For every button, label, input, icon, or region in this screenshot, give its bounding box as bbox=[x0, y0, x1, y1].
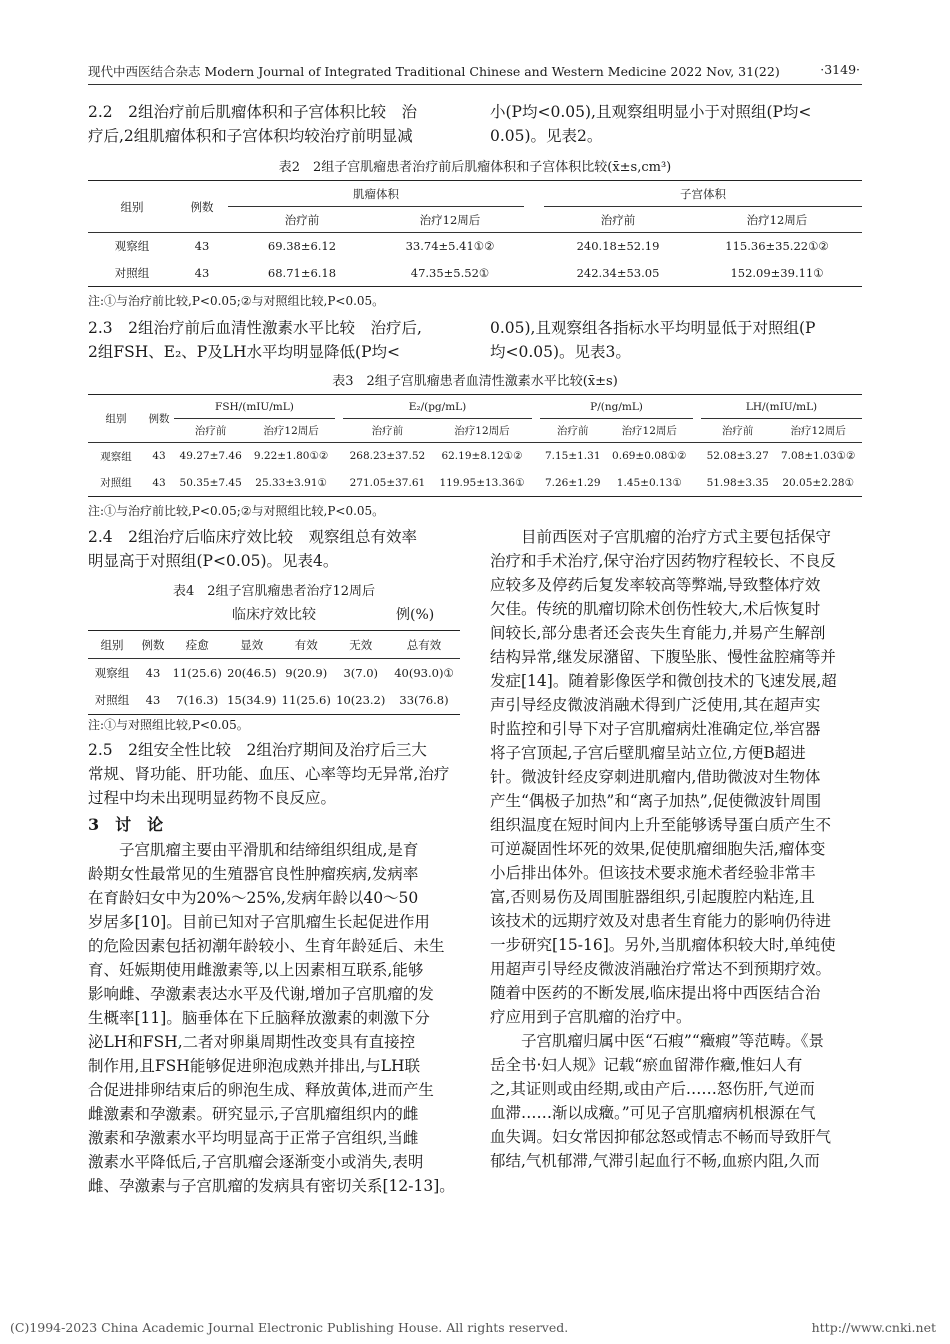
table2-spacer bbox=[524, 181, 544, 207]
table2-caption: 表2 2组子宫肌瘤患者治疗前后肌瘤体积和子宫体积比较(x̄±s,cm³) bbox=[278, 160, 672, 175]
table-cell: 7.26±1.29 bbox=[544, 476, 601, 489]
table4-header: 痊愈 bbox=[185, 637, 209, 652]
table4-caption-2: 临床疗效比较 bbox=[232, 607, 316, 623]
table3-header-before: 治疗前 bbox=[721, 425, 754, 437]
table-cell: 25.33±3.91① bbox=[255, 476, 327, 489]
table-cell: 20.05±2.28① bbox=[782, 476, 854, 489]
text-line: 合促进排卵结束后的卵泡生成、释放黄体,进而产生 bbox=[88, 1081, 434, 1099]
text-line: 激素和孕激素水平均明显高于正常子宫组织,当雌 bbox=[88, 1129, 419, 1147]
table-cell: 33.74±5.41①② bbox=[405, 239, 495, 254]
table-cell: 268.23±37.52 bbox=[349, 450, 426, 463]
table2-spacer bbox=[524, 260, 544, 287]
text-line: 常规、肾功能、肝功能、血压、心率等均无异常,治疗 bbox=[88, 765, 450, 783]
table2-header-n: 例数 bbox=[190, 199, 214, 214]
table-cell: 69.38±6.12 bbox=[267, 239, 337, 254]
section-2-4 bbox=[88, 525, 460, 573]
text-line: 血失调。妇女常因抑郁忿怒或情志不畅而导致肝气 bbox=[490, 1128, 832, 1146]
text-line: 富,否则易伤及周围脏器组织,引起腹腔内粘连,且 bbox=[490, 888, 815, 906]
text-line: 组织温度在短时间内上升至能够诱导蛋白质产生不 bbox=[490, 816, 832, 834]
table4-unit: 例(%) bbox=[396, 607, 435, 623]
table3-spacer bbox=[335, 419, 343, 443]
table4-header: 显效 bbox=[240, 637, 264, 652]
text-line: 发症[14]。随着影像医学和微创技术的飞速发展,超 bbox=[490, 672, 837, 690]
section-3-heading: 3 讨 论 bbox=[88, 815, 164, 834]
table-cell: 62.19±8.12①② bbox=[441, 450, 523, 463]
table2-header-group: 组别 bbox=[120, 199, 144, 214]
text-line: 疗应用到子宫肌瘤的治疗中。 bbox=[490, 1008, 692, 1026]
table3-spacer bbox=[532, 395, 540, 419]
table-cell: 观察组 bbox=[114, 239, 150, 254]
table3-header-e2: E₂/(pg/mL) bbox=[343, 395, 532, 419]
table-cell: 43 bbox=[152, 450, 166, 463]
table2-header-before: 治疗前 bbox=[600, 212, 636, 227]
text-line: 生概率[11]。脑垂体在下丘脑释放激素的刺激下分 bbox=[88, 1009, 430, 1027]
text-line: 制作用,且FSH能够促进卵泡成熟并排出,与LH联 bbox=[88, 1057, 421, 1075]
text-line: 明显高于对照组(P<0.05)。见表4。 bbox=[88, 552, 339, 570]
text-line: 2.5 2组安全性比较 2组治疗期间及治疗后三大 bbox=[88, 741, 427, 759]
table2-header-before: 治疗前 bbox=[284, 212, 320, 227]
table4-header: 无效 bbox=[349, 637, 373, 652]
table-cell: 9(20.9) bbox=[285, 665, 328, 680]
text-line: 随着中医药的不断发展,临床提出将中西医结合治 bbox=[490, 984, 821, 1002]
table3-header-before: 治疗前 bbox=[371, 425, 404, 437]
text-line: 泌LH和FSH,二者对卵巢周期性改变具有直接控 bbox=[88, 1033, 416, 1051]
right-column bbox=[490, 525, 862, 1173]
table-cell: 7(16.3) bbox=[176, 693, 219, 708]
text-line: 激素水平降低后,子宫肌瘤会逐渐变小或消失,表明 bbox=[88, 1153, 424, 1171]
section-3-left bbox=[88, 838, 460, 1198]
table2-header-myoma: 肌瘤体积 bbox=[228, 181, 524, 207]
table3-header-n: 例数 bbox=[148, 413, 170, 425]
table-cell: 43 bbox=[194, 239, 210, 254]
table3-header-group: 组别 bbox=[105, 413, 127, 425]
text-line: 均<0.05)。见表3。 bbox=[490, 343, 631, 361]
table-row bbox=[88, 260, 862, 287]
table-cell: 11(25.6) bbox=[281, 693, 331, 708]
table-cell: 271.05±37.61 bbox=[349, 476, 426, 489]
table-cell: 68.71±6.18 bbox=[267, 265, 337, 280]
table3-spacer bbox=[335, 395, 343, 419]
table-cell: 对照组 bbox=[100, 477, 132, 490]
text-line: 一步研究[15-16]。另外,当肌瘤体积较大时,单纯使 bbox=[490, 936, 836, 954]
table-cell: 40(93.0)① bbox=[394, 665, 454, 680]
table-cell: 43 bbox=[194, 265, 210, 280]
text-line: 针。微波针经皮穿刺进肌瘤内,借助微波对生物体 bbox=[490, 768, 821, 786]
text-line: 该技术的远期疗效及对患者生育能力的影响仍待进 bbox=[490, 912, 832, 930]
table-row bbox=[88, 687, 460, 715]
text-line: 间较长,部分患者还会丧失生育能力,并易产生解剖 bbox=[490, 624, 826, 642]
copyright-footer: (C)1994-2023 China Academic Journal Electronic Publishing House. All rights reserved. bbox=[10, 1320, 569, 1335]
text-line: 育、妊娠期使用雌激素等,以上因素相互联系,能够 bbox=[88, 961, 424, 979]
page-number: ·3149· bbox=[820, 62, 860, 77]
table2-header-uterus: 子宫体积 bbox=[544, 181, 862, 207]
table4-note: 注:①与对照组比较,P<0.05。 bbox=[88, 718, 249, 732]
journal-header: 现代中西医结合杂志 Modern Journal of Integrated Traditional Chinese and Western Medicine 2022 Nov, 31(22) bbox=[88, 64, 780, 79]
table-cell: 对照组 bbox=[94, 693, 130, 708]
section-2-2-left bbox=[88, 100, 460, 148]
table-cell: 对照组 bbox=[114, 265, 150, 280]
table3-header-before: 治疗前 bbox=[556, 425, 589, 437]
table-cell: 11(25.6) bbox=[172, 665, 222, 680]
table4-header: 组别 bbox=[100, 637, 124, 652]
text-line: 小后排出体外。但该技术要求施术者经验非常丰 bbox=[490, 864, 816, 882]
table2-header-after: 治疗12周后 bbox=[419, 212, 481, 227]
table4 bbox=[88, 630, 460, 715]
text-line: 小(P均<0.05),且观察组明显小于对照组(P均< bbox=[490, 103, 812, 121]
table3-spacer bbox=[532, 470, 540, 497]
table3-header-after: 治疗12周后 bbox=[454, 425, 510, 437]
table4-header: 总有效 bbox=[406, 637, 442, 652]
table3-header-p: P/(ng/mL) bbox=[540, 395, 693, 419]
table3-spacer bbox=[693, 395, 701, 419]
text-line: 应较多及停药后复发率较高等弊端,导致整体疗效 bbox=[490, 576, 821, 594]
table3-spacer bbox=[532, 443, 540, 470]
table3-spacer bbox=[532, 419, 540, 443]
table2 bbox=[88, 180, 862, 287]
table2-spacer bbox=[524, 233, 544, 260]
text-line: 岁居多[10]。目前已知对子宫肌瘤生长起促进作用 bbox=[88, 913, 430, 931]
text-line: 欠佳。传统的肌瘤切除术创伤性较大,术后恢复时 bbox=[490, 600, 821, 618]
table4-header: 例数 bbox=[141, 637, 165, 652]
table-cell: 33(76.8) bbox=[399, 693, 449, 708]
table-cell: 47.35±5.52① bbox=[410, 265, 490, 280]
cnki-url[interactable]: http://www.cnki.net bbox=[811, 1320, 936, 1335]
header-rule bbox=[88, 84, 862, 85]
table-cell: 3(7.0) bbox=[343, 665, 379, 680]
table3 bbox=[88, 394, 862, 497]
text-line: 2组FSH、E₂、P及LH水平均明显降低(P均< bbox=[88, 343, 400, 361]
text-line: 岳全书·妇人规》记载“瘀血留滞作癥,惟妇人有 bbox=[490, 1056, 803, 1074]
table-cell: 43 bbox=[145, 693, 161, 708]
table3-caption: 表3 2组子宫肌瘤患者血清性激素水平比较(x̄±s) bbox=[332, 374, 618, 389]
text-line: 结构异常,继发尿潴留、下腹坠胀、慢性盆腔痛等并 bbox=[490, 648, 836, 666]
table-cell: 50.35±7.45 bbox=[179, 476, 242, 489]
table-row bbox=[88, 470, 862, 497]
text-line: 影响雌、孕激素表达水平及代谢,增加子宫肌瘤的发 bbox=[88, 985, 434, 1003]
text-line: 疗后,2组肌瘤体积和子宫体积均较治疗前明显减 bbox=[88, 127, 413, 145]
section-2-3-right bbox=[490, 316, 862, 364]
table3-header-after: 治疗12周后 bbox=[263, 425, 319, 437]
table3-header-lh: LH/(mIU/mL) bbox=[701, 395, 862, 419]
text-line: 龄期女性最常见的生殖器官良性肿瘤疾病,发病率 bbox=[88, 865, 419, 883]
table3-header-after: 治疗12周后 bbox=[621, 425, 677, 437]
table4-caption: 表4 2组子宫肌瘤患者治疗12周后 bbox=[172, 584, 376, 599]
table-cell: 43 bbox=[145, 665, 161, 680]
table4-header: 有效 bbox=[294, 637, 318, 652]
table-row bbox=[88, 659, 460, 687]
table-cell: 10(23.2) bbox=[336, 693, 386, 708]
text-line: 过程中均未出现明显药物不良反应。 bbox=[88, 789, 337, 807]
text-line: 0.05)。见表2。 bbox=[490, 127, 603, 145]
text-line: 声引导经皮微波消融术得到广泛使用,其在超声实 bbox=[490, 696, 821, 714]
text-line: 可逆凝固性坏死的效果,促使肌瘤细胞失活,瘤体变 bbox=[490, 840, 826, 858]
text-line: 产生“偶极子加热”和“离子加热”,促使微波针周围 bbox=[490, 792, 822, 810]
table-cell: 20(46.5) bbox=[227, 665, 277, 680]
table-cell: 观察组 bbox=[100, 450, 132, 463]
table2-note: 注:①与治疗前比较,P<0.05;②与对照组比较,P<0.05。 bbox=[88, 294, 385, 308]
text-line: 2.2 2组治疗前后肌瘤体积和子宫体积比较 治 bbox=[88, 103, 418, 121]
text-line: 将子宫顶起,子宫后壁肌瘤呈站立位,方便B超进 bbox=[490, 744, 806, 762]
table-cell: 1.45±0.13① bbox=[616, 476, 682, 489]
table-cell: 152.09±39.11① bbox=[730, 265, 824, 280]
table3-spacer bbox=[693, 419, 701, 443]
text-line: 郁结,气机郁滞,气滞引起血行不畅,血瘀内阻,久而 bbox=[490, 1152, 820, 1170]
text-line: 在育龄妇女中为20%～25%,发病年龄以40～50 bbox=[88, 889, 419, 907]
table3-spacer bbox=[335, 443, 343, 470]
table3-note: 注:①与治疗前比较,P<0.05;②与对照组比较,P<0.05。 bbox=[88, 504, 385, 518]
table-cell: 119.95±13.36① bbox=[439, 476, 525, 489]
table3-header-before: 治疗前 bbox=[194, 425, 227, 437]
table-cell: 7.15±1.31 bbox=[544, 450, 601, 463]
text-line: 时监控和引导下对子宫肌瘤病灶准确定位,举宫器 bbox=[490, 720, 821, 738]
table2-header-after: 治疗12周后 bbox=[746, 212, 808, 227]
text-line: 子宫肌瘤归属中医“石瘕”“癥瘕”等范畴。《景 bbox=[490, 1032, 824, 1050]
table-cell: 观察组 bbox=[94, 665, 130, 680]
table-cell: 115.36±35.22①② bbox=[725, 239, 829, 254]
table-cell: 242.34±53.05 bbox=[576, 265, 660, 280]
table3-spacer bbox=[335, 470, 343, 497]
table-cell: 43 bbox=[152, 476, 166, 489]
table-cell: 240.18±52.19 bbox=[576, 239, 660, 254]
table-row bbox=[88, 233, 862, 260]
text-line: 2.4 2组治疗后临床疗效比较 观察组总有效率 bbox=[88, 528, 418, 546]
section-2-3-left bbox=[88, 316, 460, 364]
table3-header-after: 治疗12周后 bbox=[790, 425, 846, 437]
table-row bbox=[88, 443, 862, 470]
table3-header-fsh: FSH/(mIU/mL) bbox=[174, 395, 335, 419]
text-line: 0.05),且观察组各指标水平均明显低于对照组(P bbox=[490, 319, 816, 337]
text-line: 雌激素和孕激素。研究显示,子宫肌瘤组织内的雌 bbox=[88, 1105, 419, 1123]
text-line: 血滞……渐以成癥。”可见子宫肌瘤病机根源在气 bbox=[490, 1104, 816, 1122]
table3-spacer bbox=[693, 470, 701, 497]
table-cell: 7.08±1.03①② bbox=[780, 450, 856, 463]
section-2-2-right bbox=[490, 100, 862, 148]
table-cell: 49.27±7.46 bbox=[179, 450, 242, 463]
table-cell: 52.08±3.27 bbox=[706, 450, 769, 463]
table3-spacer bbox=[693, 443, 701, 470]
table-cell: 0.69±0.08①② bbox=[612, 450, 687, 463]
table-cell: 15(34.9) bbox=[227, 693, 277, 708]
text-line: 雌、孕激素与子宫肌瘤的发病具有密切关系[12-13]。 bbox=[88, 1177, 455, 1195]
table-cell: 51.98±3.35 bbox=[706, 476, 769, 489]
table-cell: 9.22±1.80①② bbox=[253, 450, 329, 463]
text-line: 治疗和手术治疗,保守治疗因药物疗程较长、不良反 bbox=[490, 552, 836, 570]
text-line: 用超声引导经皮微波消融治疗常达不到预期疗效。 bbox=[490, 960, 832, 978]
table2-spacer bbox=[524, 207, 544, 233]
text-line: 目前西医对子宫肌瘤的治疗方式主要包括保守 bbox=[490, 528, 832, 546]
text-line: 子宫肌瘤主要由平滑肌和结缔组织组成,是育 bbox=[88, 841, 419, 859]
section-2-5 bbox=[88, 738, 460, 810]
text-line: 之,其证则或由经期,或由产后……怒伤肝,气逆而 bbox=[490, 1080, 815, 1098]
text-line: 的危险因素包括初潮年龄较小、生育年龄延后、未生 bbox=[88, 937, 445, 955]
text-line: 2.3 2组治疗前后血清性激素水平比较 治疗后, bbox=[88, 319, 422, 337]
